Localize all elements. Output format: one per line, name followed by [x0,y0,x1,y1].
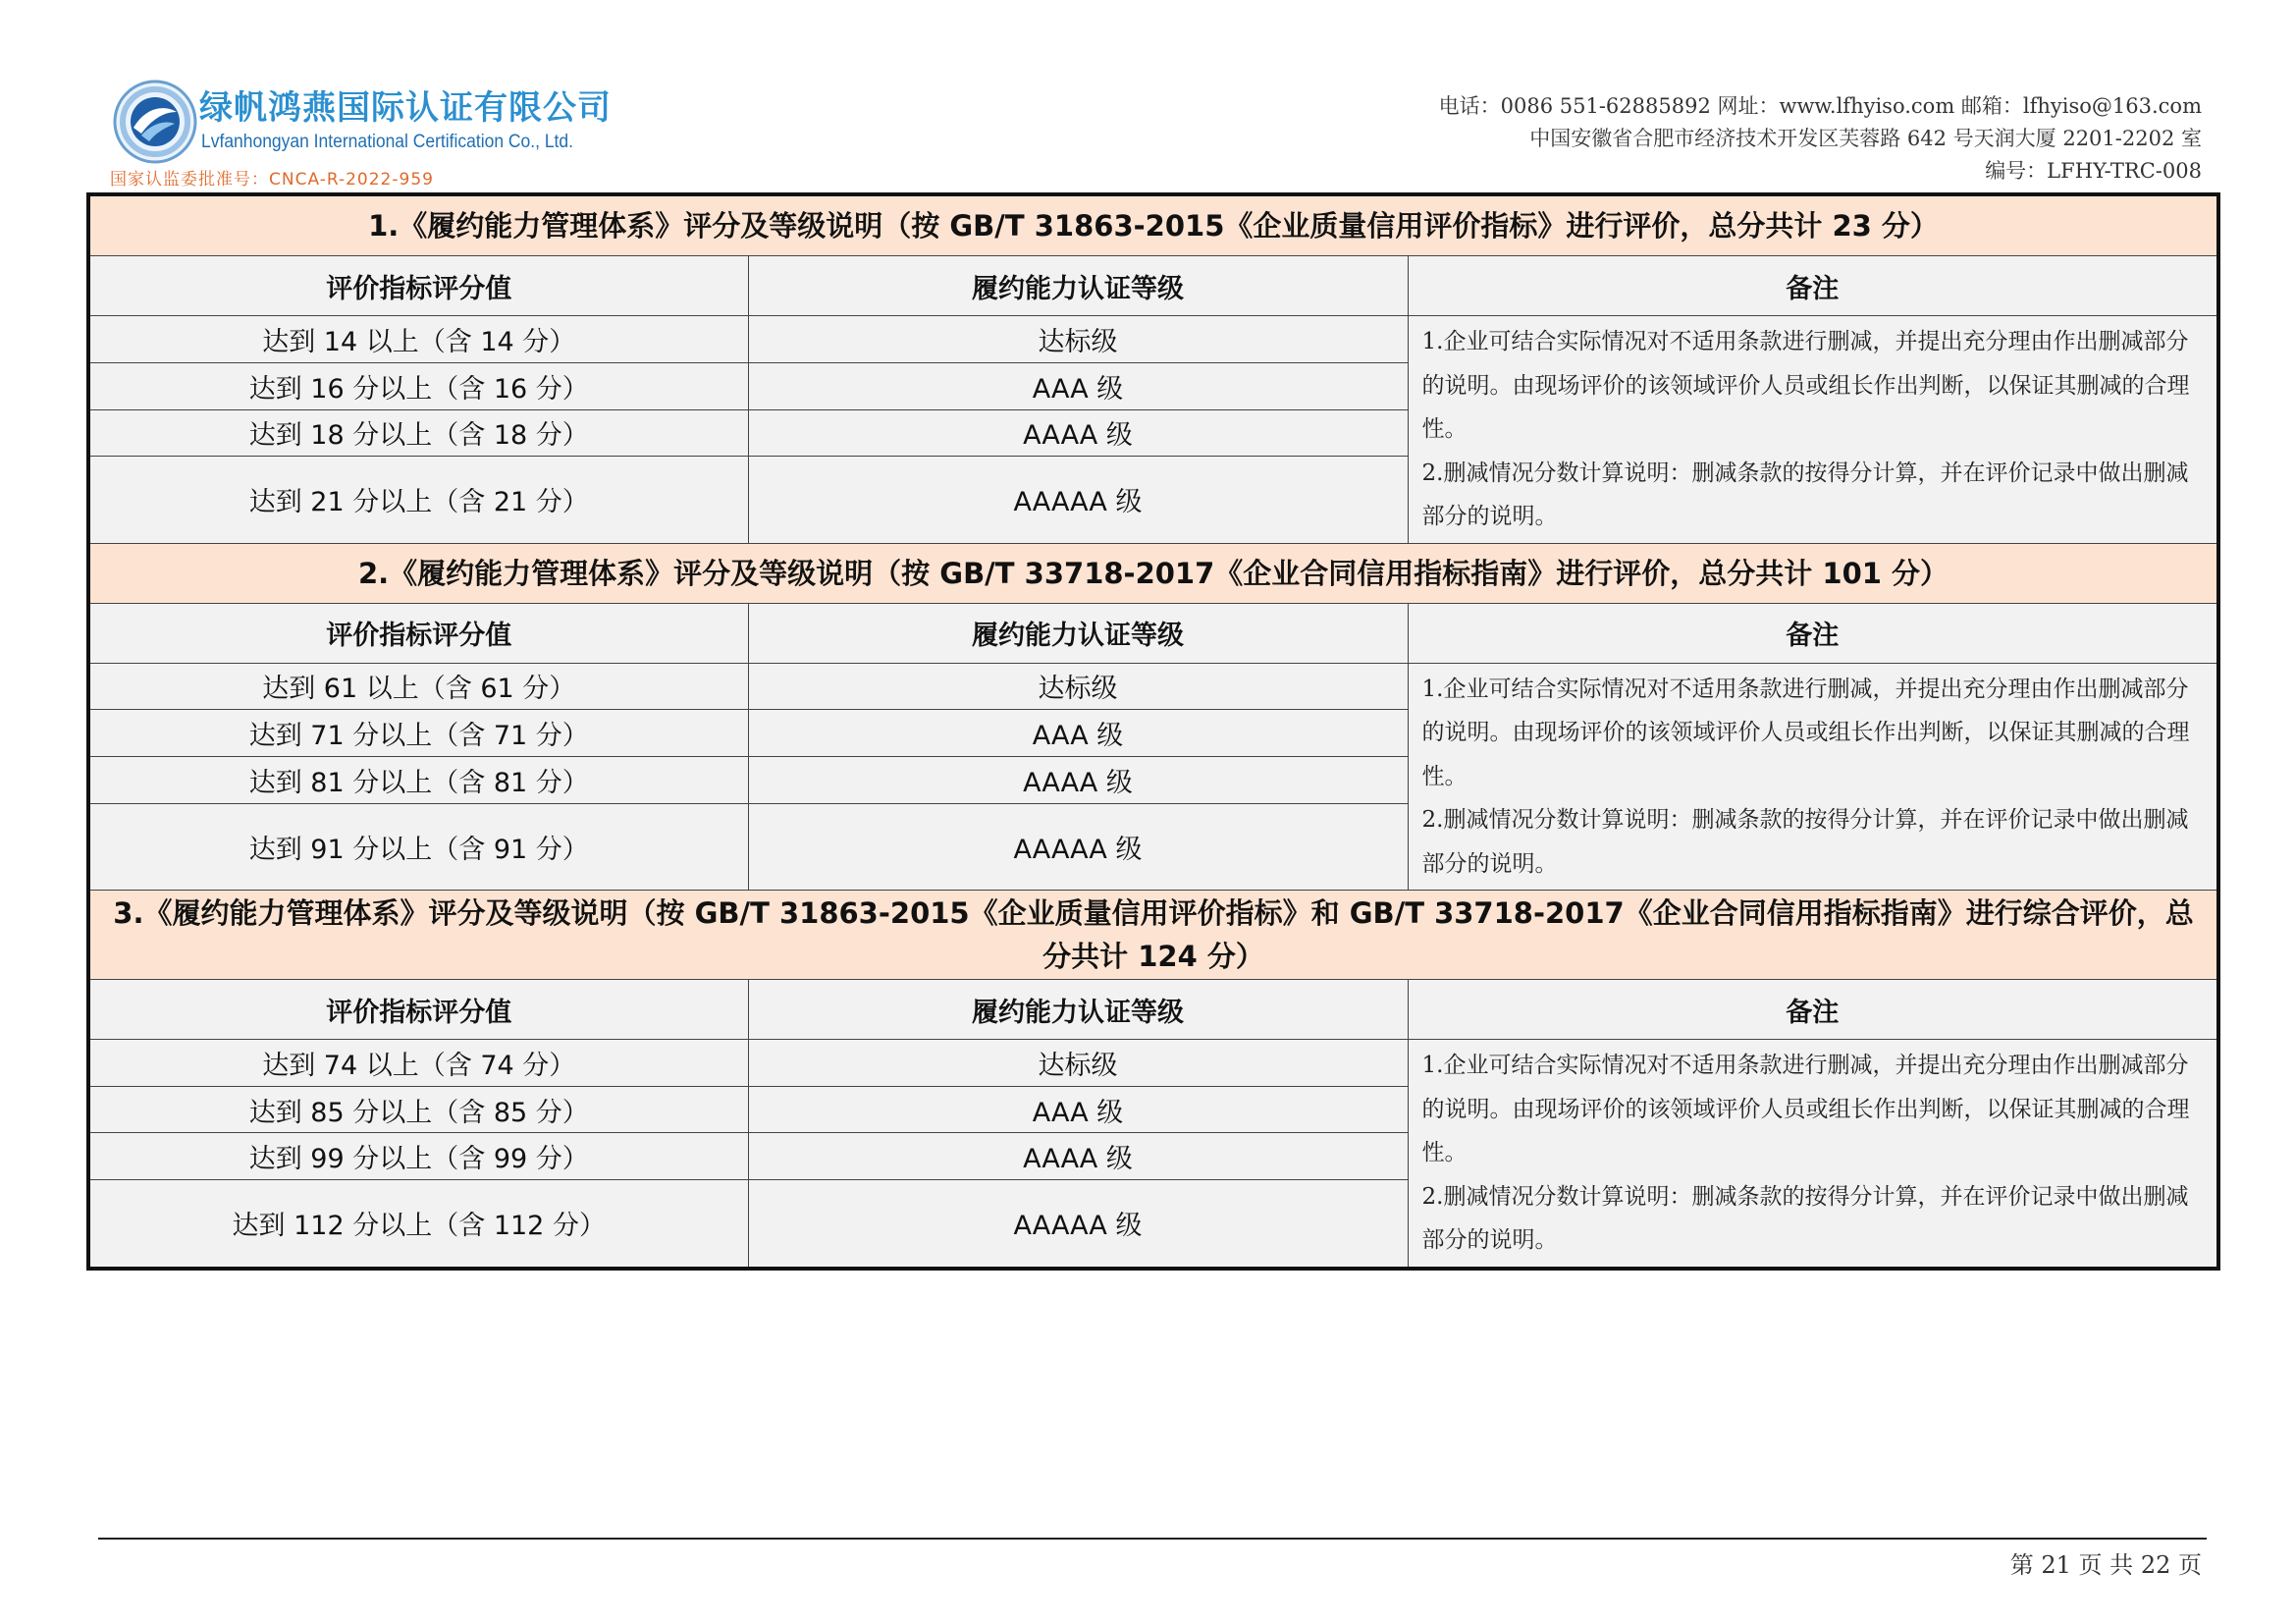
current-page: 21 [2041,1551,2071,1579]
section-title: 2.《履约能力管理体系》评分及等级说明（按 GB/T 33718-2017《企业合同信用指标指南》进行评价，总分共计 101 分） [88,543,2218,603]
table-row [88,316,2218,363]
note-cell [1408,663,2218,891]
note-paragraph-1: 1.企业可结合实际情况对不适用条款进行删减，并提出充分理由作出删减部分的说明。由现场评价的该领域评价人员或组长作出判断，以保证其删减的合理性。 [1421,329,2190,442]
section-title-row [88,891,2218,980]
table-row [88,1040,2218,1087]
document-number: 编号：LFHY-TRC-008 [1985,159,2202,183]
section-title: 3.《履约能力管理体系》评分及等级说明（按 GB/T 31863-2015《企业质量信用评价指标》和 GB/T 33718-2017《企业合同信用指标指南》进行综合评价，总分共计 124 分） [88,891,2218,980]
note-paragraph-1: 1.企业可结合实际情况对不适用条款进行删减，并提出充分理由作出删减部分的说明。由现场评价的该领域评价人员或组长作出判断，以保证其删减的合理性。 [1421,676,2190,789]
level-cell: 达标级 [748,663,1408,710]
contact-phone-web-email: 电话：0086 551-62885892 网址：www.lfhyiso.com 邮箱：lfhyiso@163.com [1438,94,2202,118]
note-paragraph-2: 2.删减情况分数计算说明：删减条款的按得分计算，并在评价记录中做出删减部分的说明。 [1421,807,2189,877]
note-cell [1408,1040,2218,1269]
column-header-note: 备注 [1408,980,2218,1040]
total-pages: 22 [2140,1551,2171,1579]
note-paragraph-2: 2.删减情况分数计算说明：删减条款的按得分计算，并在评价记录中做出删减部分的说明。 [1421,1183,2189,1253]
page-suffix: 页 [2178,1551,2202,1579]
column-header-note: 备注 [1408,603,2218,663]
note-paragraph-2: 2.删减情况分数计算说明：删减条款的按得分计算，并在评价记录中做出删减部分的说明。 [1421,460,2189,529]
score-cell: 达到 91 分以上（含 91 分） [88,803,748,890]
score-cell: 达到 16 分以上（含 16 分） [88,362,748,409]
column-header-level: 履约能力认证等级 [748,980,1408,1040]
level-cell: AAA 级 [748,710,1408,757]
section-title-row [88,194,2218,256]
score-cell: 达到 18 分以上（含 18 分） [88,409,748,457]
column-header-row [88,256,2218,316]
approval-number: 国家认监委批准号：CNCA-R-2022-959 [110,170,434,189]
level-cell: AAAA 级 [748,1133,1408,1180]
level-cell: AAAAA 级 [748,1180,1408,1269]
company-logo [106,75,656,189]
note-paragraph-1: 1.企业可结合实际情况对不适用条款进行删减，并提出充分理由作出删减部分的说明。由现场评价的该领域评价人员或组长作出判断，以保证其删减的合理性。 [1421,1053,2190,1165]
footer-divider [98,1538,2207,1540]
score-cell: 达到 14 以上（含 14 分） [88,316,748,363]
level-cell: AAAA 级 [748,757,1408,804]
table-row [88,663,2218,710]
score-cell: 达到 21 分以上（含 21 分） [88,457,748,543]
score-cell: 达到 81 分以上（含 81 分） [88,757,748,804]
column-header-score: 评价指标评分值 [88,256,748,316]
score-cell: 达到 71 分以上（含 71 分） [88,710,748,757]
score-cell: 达到 112 分以上（含 112 分） [88,1180,748,1269]
rating-table [86,192,2220,1271]
globe-emblem-icon [112,79,198,165]
level-cell: AAAAA 级 [748,457,1408,543]
score-cell: 达到 99 分以上（含 99 分） [88,1133,748,1180]
level-cell: AAAAA 级 [748,803,1408,890]
note-cell [1408,316,2218,544]
company-name-en: Lvfanhongyan International Certification Co., Ltd. [201,132,573,152]
column-header-level: 履约能力认证等级 [748,256,1408,316]
level-cell: AAA 级 [748,362,1408,409]
page-middle: 页 共 [2078,1551,2134,1579]
score-cell: 达到 61 以上（含 61 分） [88,663,748,710]
section-title: 1.《履约能力管理体系》评分及等级说明（按 GB/T 31863-2015《企业质量信用评价指标》进行评价，总分共计 23 分） [88,194,2218,256]
page-prefix: 第 [2009,1551,2034,1579]
level-cell: AAAA 级 [748,409,1408,457]
level-cell: AAA 级 [748,1086,1408,1133]
column-header-note: 备注 [1408,256,2218,316]
page-number [2010,1545,2202,1580]
score-cell: 达到 74 以上（含 74 分） [88,1040,748,1087]
column-header-level: 履约能力认证等级 [748,603,1408,663]
column-header-row [88,603,2218,663]
score-cell: 达到 85 分以上（含 85 分） [88,1086,748,1133]
contact-address: 中国安徽省合肥市经济技术开发区芙蓉路 642 号天润大厦 2201-2202 室 [1529,127,2202,150]
column-header-score: 评价指标评分值 [88,603,748,663]
company-name-cn: 绿帆鸿燕国际认证有限公司 [199,88,612,128]
column-header-row [88,980,2218,1040]
level-cell: 达标级 [748,1040,1408,1087]
level-cell: 达标级 [748,316,1408,363]
section-title-row [88,543,2218,603]
column-header-score: 评价指标评分值 [88,980,748,1040]
contact-info [1439,90,2202,188]
